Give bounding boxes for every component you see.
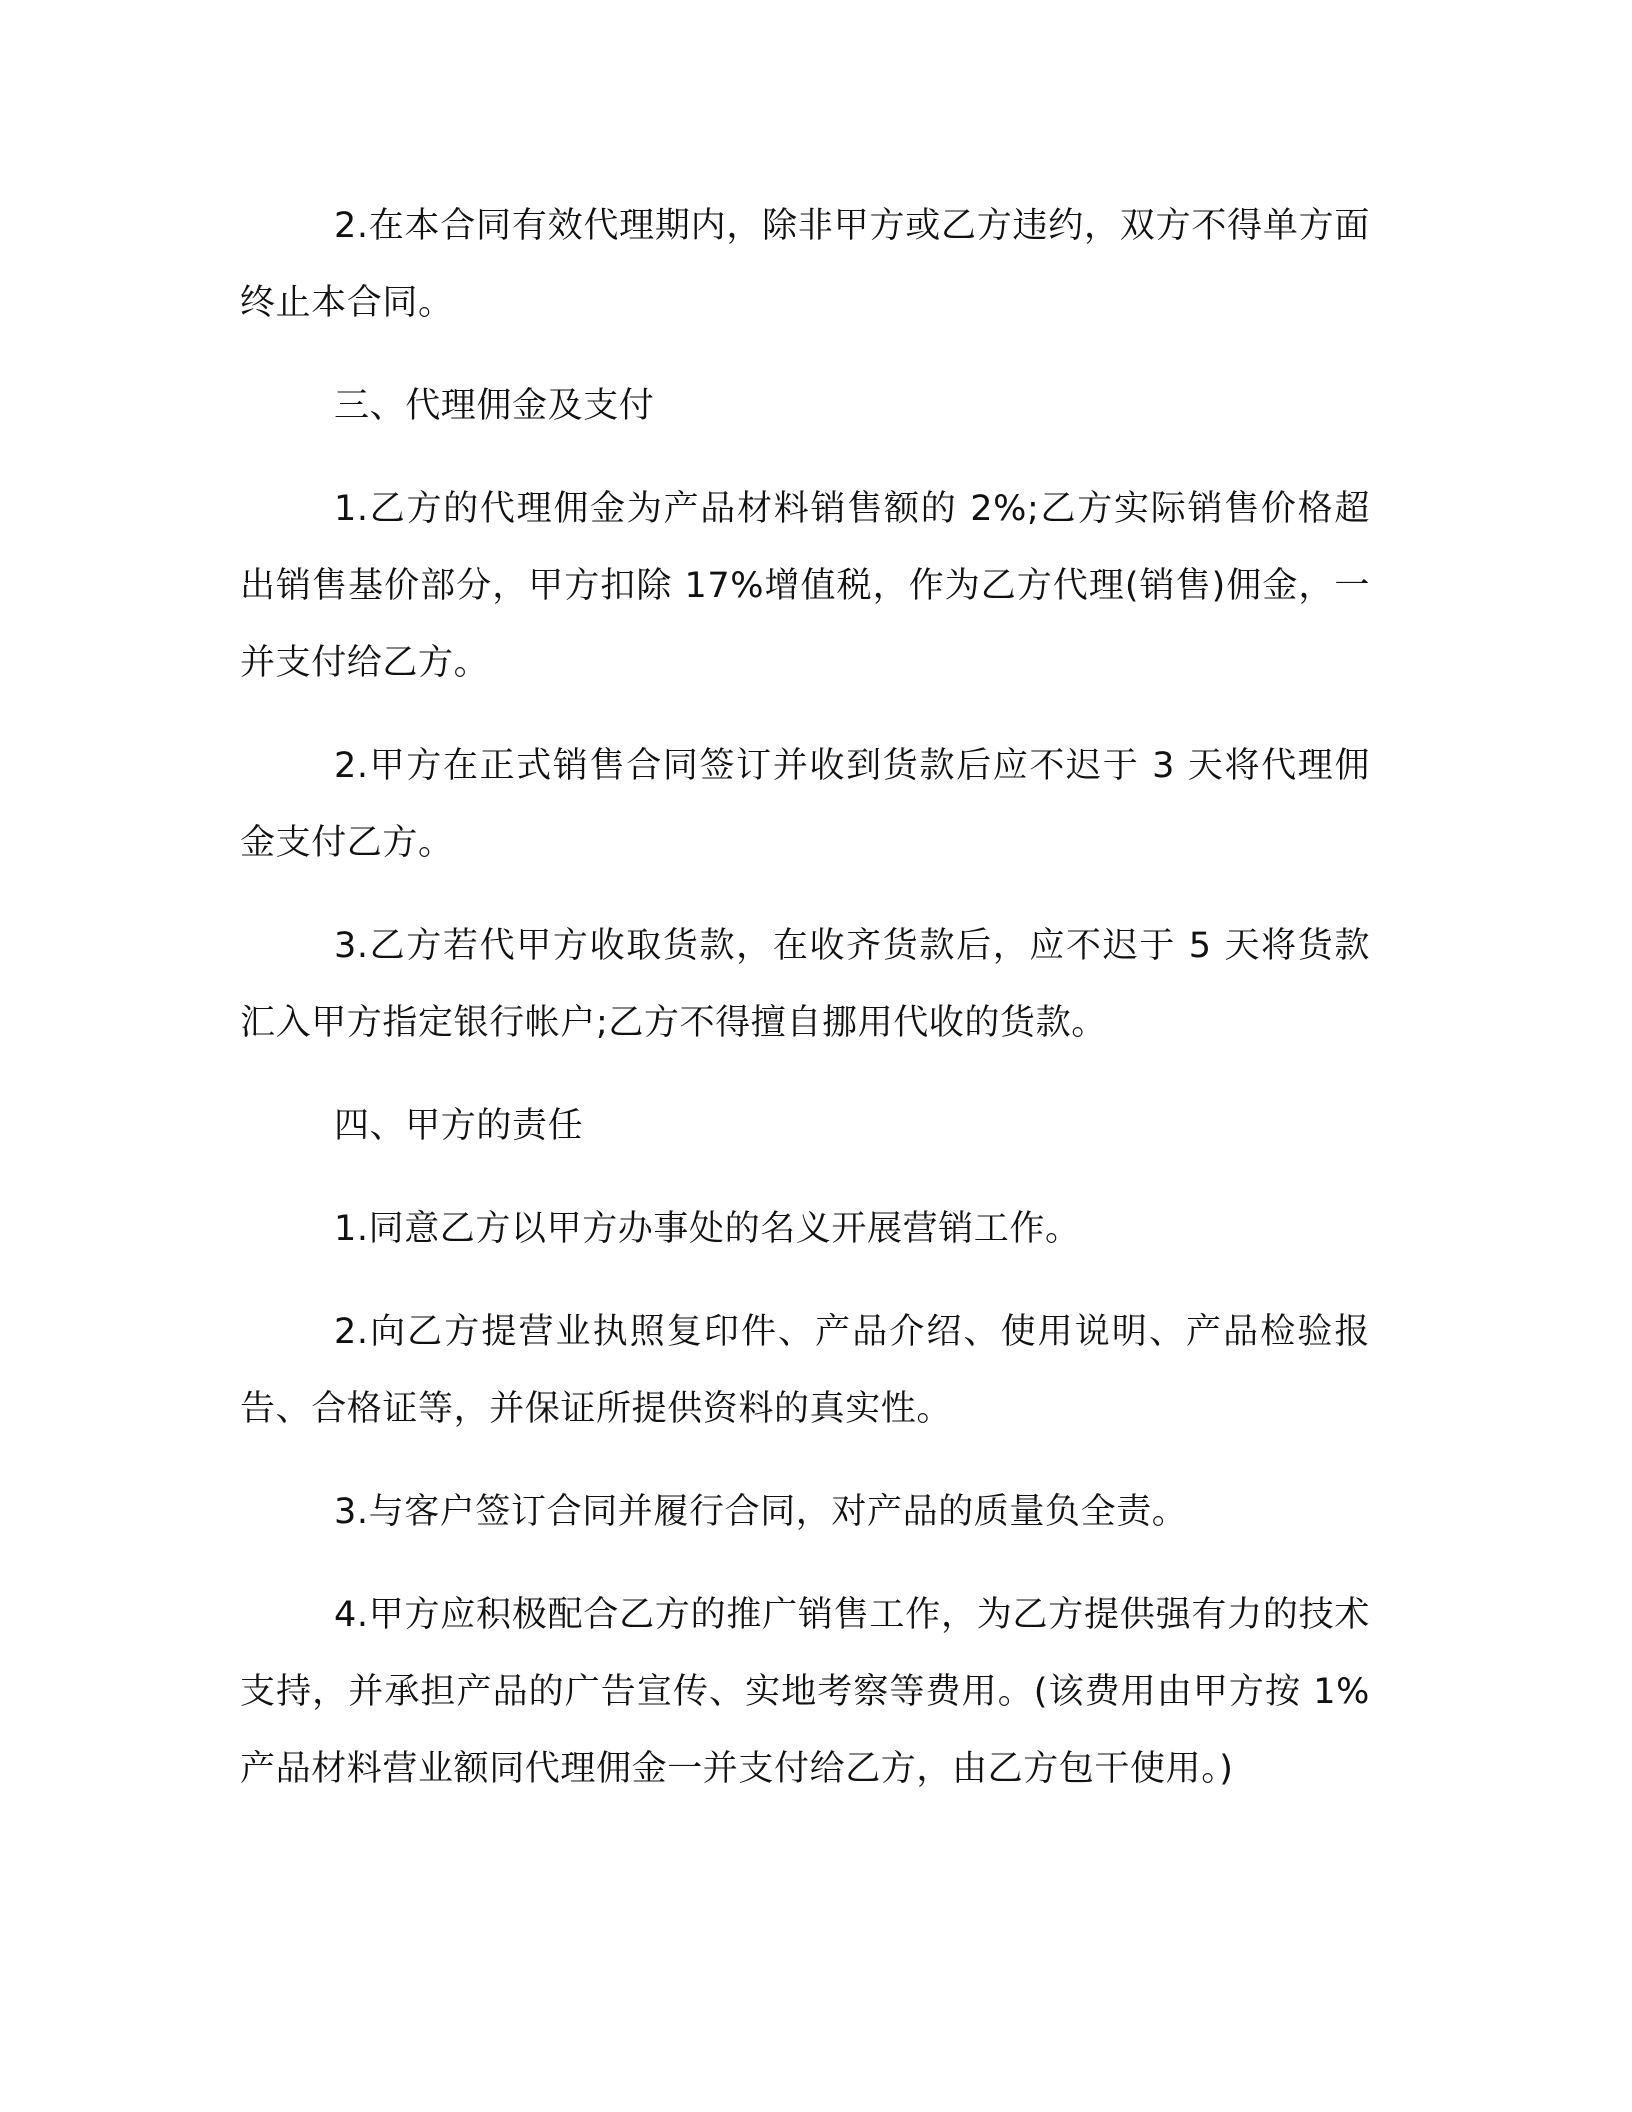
section-heading: 四、甲方的责任 (334, 1106, 584, 1146)
clause-paragraph: 1.乙方的代理佣金为产品材料销售额的 2%;乙方实际销售价格超出销售基价部分，甲方扣除 17%增值税，作为乙方代理(销售)佣金，一并支付给乙方。 (240, 489, 1370, 683)
clause-paragraph: 1.同意乙方以甲方办事处的名义开展营销工作。 (334, 1209, 1081, 1249)
clause-paragraph: 4.甲方应积极配合乙方的推广销售工作，为乙方提供强有力的技术支持，并承担产品的广告宣传、实地考察等费用。(该费用由甲方按 1%产品材料营业额同代理佣金一并支付给乙方，由乙方包干使用。) (240, 1595, 1370, 1789)
clause-paragraph: 2.在本合同有效代理期内，除非甲方或乙方违约，双方不得单方面终止本合同。 (240, 206, 1370, 323)
document-body (240, 188, 1370, 1834)
section-heading: 三、代理佣金及支付 (334, 386, 655, 426)
clause-paragraph: 3.与客户签订合同并履行合同，对产品的质量负全责。 (334, 1492, 1188, 1532)
clause-paragraph: 2.向乙方提营业执照复印件、产品介绍、使用说明、产品检验报告、合格证等，并保证所提供资料的真实性。 (240, 1312, 1370, 1429)
clause-paragraph: 3.乙方若代甲方收取货款，在收齐货款后，应不迟于 5 天将货款汇入甲方指定银行帐户;乙方不得擅自挪用代收的货款。 (240, 926, 1370, 1043)
clause-paragraph: 2.甲方在正式销售合同签订并收到货款后应不迟于 3 天将代理佣金支付乙方。 (240, 746, 1370, 863)
